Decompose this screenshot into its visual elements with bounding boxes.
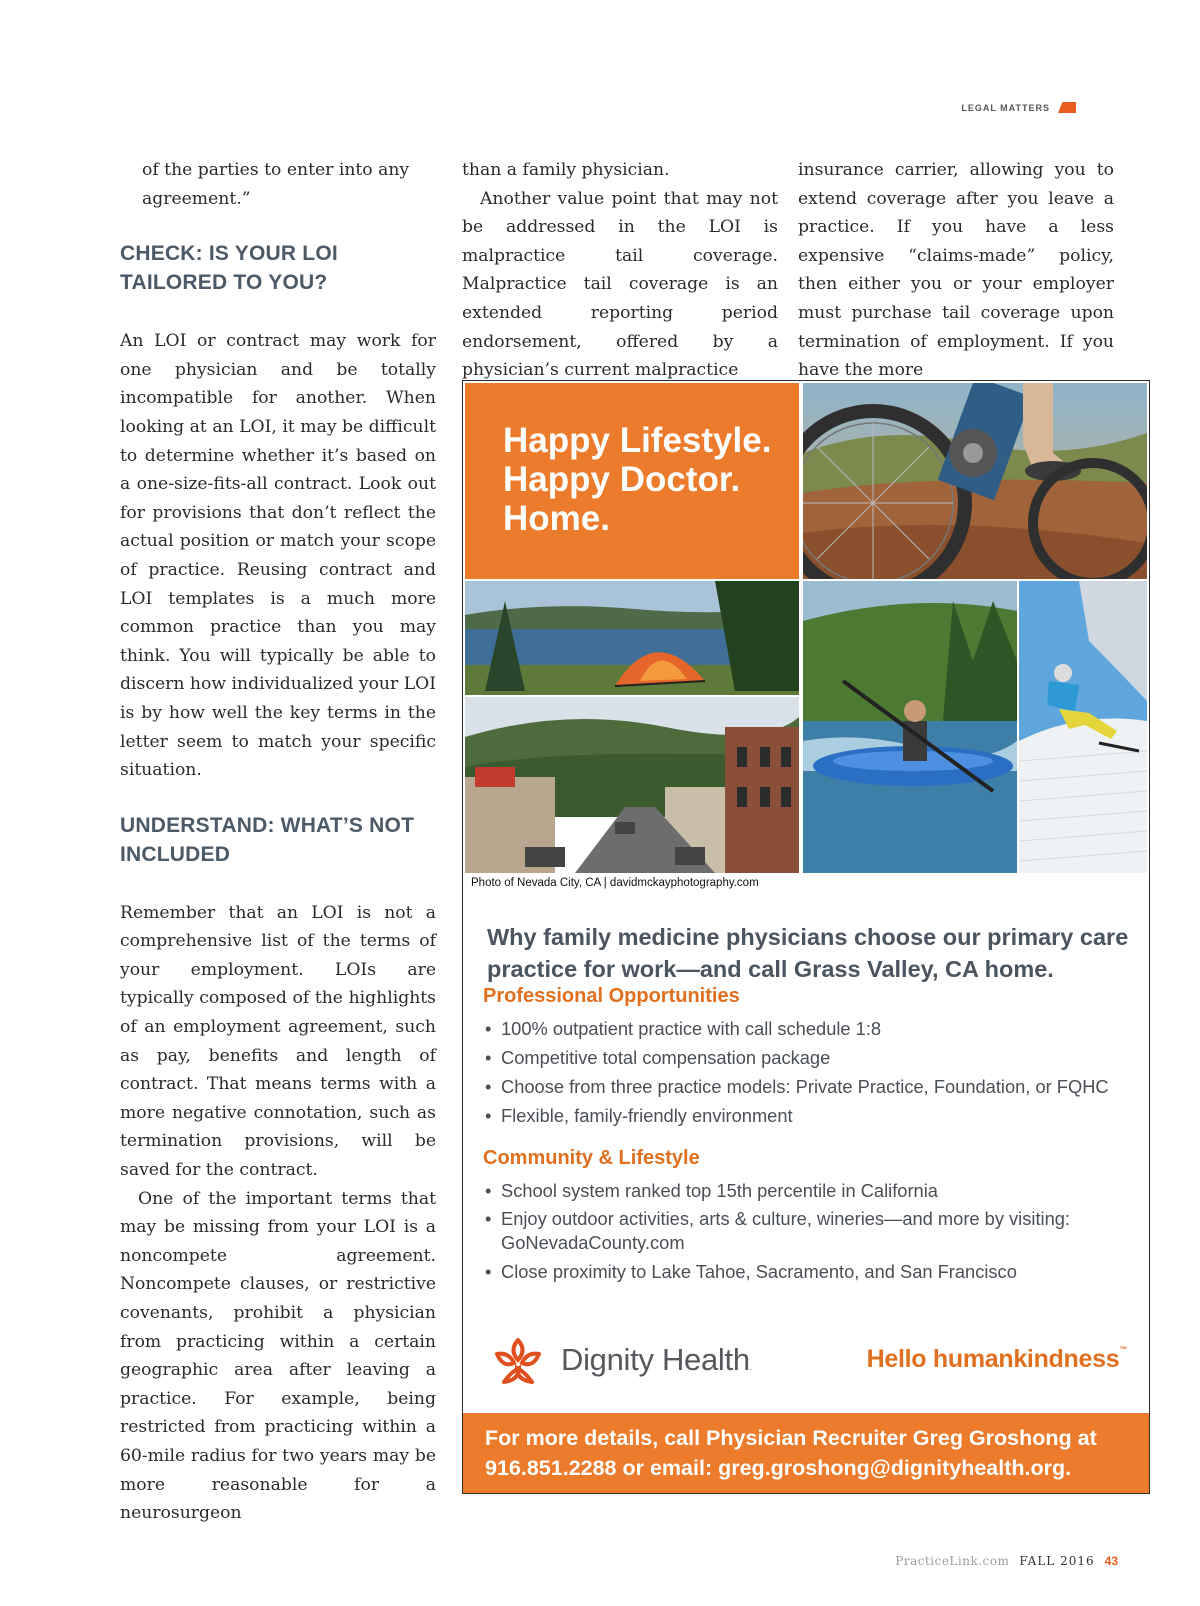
ad-tagline: Hello humankindness™ xyxy=(866,1345,1127,1373)
list-item: • Flexible, family-friendly environment xyxy=(483,1101,1143,1130)
page-number: 43 xyxy=(1104,1554,1118,1568)
professional-opportunities-heading: Professional Opportunities xyxy=(483,985,740,1007)
article-column-3 xyxy=(798,156,1114,385)
footer-issue: FALL 2016 xyxy=(1019,1554,1095,1568)
list-item: • Enjoy outdoor activities, arts & culture, wineries—and more by visiting: GoNevadaCounty.com xyxy=(483,1205,1123,1257)
logo-text: Dignity Health xyxy=(561,1342,750,1377)
heading-not-included: UNDERSTAND: WHAT’S NOT INCLUDED xyxy=(120,813,415,866)
headline-line: Happy Lifestyle. xyxy=(503,421,772,460)
heading-check-loi: CHECK: IS YOUR LOI TAILORED TO YOU? xyxy=(120,242,338,295)
headline-line: Happy Doctor. xyxy=(503,460,741,499)
skiing-photo xyxy=(1019,581,1147,873)
ad-headline-box xyxy=(465,383,799,579)
professional-opportunities-list xyxy=(483,1014,1143,1130)
nevada-city-street-photo xyxy=(465,697,799,873)
paragraph-continued: than a family physician. xyxy=(462,160,670,180)
ad-logo-row xyxy=(487,1332,1127,1394)
page-footer xyxy=(895,1554,1118,1568)
community-lifestyle-heading: Community & Lifestyle xyxy=(483,1147,700,1169)
paragraph-loi-tailored: An LOI or contract may work for one physician and be totally incompatible for another. When looking at an LOI, it may be difficult to determine whether it’s based on a one-size-fits-all contract. Look out for provisions that don’t reflect the actual position or match your scope of practice. Reusing contract and LOI templates is a much more common practice than you may think. You will typically be able to discern how individualized your LOI is by how well the key terms in the letter seem to match your specific situation. xyxy=(120,331,436,781)
mountain-bike-photo xyxy=(803,383,1147,579)
paragraph-insurance-carrier: insurance carrier, allowing you to extend coverage after you leave a practice. If you have a less expensive “claims-made” policy, then either you or your employer must purchase tail coverage upon termination of employment. If you have the more xyxy=(798,160,1114,381)
article-column-1 xyxy=(120,156,436,1528)
recruitment-advertisement xyxy=(462,380,1150,1494)
kayaking-photo xyxy=(803,581,1017,873)
quote-continuation: of the parties to enter into any agreement.” xyxy=(142,160,410,209)
paragraph-tail-coverage: Another value point that may not be addressed in the LOI is malpractice tail coverage. Malpractice tail coverage is an extended reporting period endorsement, offered by a physician’s current malpractice xyxy=(462,188,778,381)
list-item: • Competitive total compensation package xyxy=(483,1043,1143,1072)
list-item: • School system ranked top 15th percentile in California xyxy=(483,1176,1123,1205)
lakeside-tent-photo xyxy=(465,581,799,695)
paragraph-noncompete: One of the important terms that may be missing from your LOI is a noncompete agreement. Noncompete clauses, or restrictive covenants, prohibit a physician from practicing within a certain geographic area after leaving a practice. For example, being restricted from practicing within a 60-mile radius for two years may be more reasonable for a neurosurgeon xyxy=(120,1188,436,1524)
photo-credit: Photo of Nevada City, CA | davidmckayphotography.com xyxy=(471,877,759,889)
community-lifestyle-list xyxy=(483,1176,1123,1286)
dignity-health-logo-icon xyxy=(487,1332,549,1394)
section-marker-icon xyxy=(1058,102,1076,113)
paragraph-loi-not-comprehensive: Remember that an LOI is not a comprehensive list of the terms of your employment. LOIs are typically composed of the highlights of an employment agreement, such as pay, benefits and length of contract. That means terms with a more negative connotation, such as termination provisions, will be saved for the contract. xyxy=(120,902,436,1181)
headline-line: Home. xyxy=(503,499,610,538)
contact-bar: For more details, call Physician Recruiter Greg Groshong at 916.851.2288 or email: greg.groshong@dignityhealth.org. xyxy=(463,1413,1149,1493)
section-label: LEGAL MATTERS xyxy=(961,102,1050,113)
list-item: • Choose from three practice models: Private Practice, Foundation, or FQHC xyxy=(483,1072,1143,1101)
article-column-2 xyxy=(462,156,778,385)
list-item: • Close proximity to Lake Tahoe, Sacramento, and San Francisco xyxy=(483,1257,1123,1286)
list-item: • 100% outpatient practice with call schedule 1:8 xyxy=(483,1014,1143,1043)
section-tag xyxy=(961,102,1076,113)
tagline-text: Hello humankindness xyxy=(866,1345,1120,1373)
ad-title: Why family medicine physicians choose our primary care practice for work—and call Grass Valley, CA home. xyxy=(487,924,1129,982)
dignity-health-wordmark: Dignity Health. xyxy=(561,1342,752,1377)
footer-site: PracticeLink.com xyxy=(895,1554,1010,1568)
